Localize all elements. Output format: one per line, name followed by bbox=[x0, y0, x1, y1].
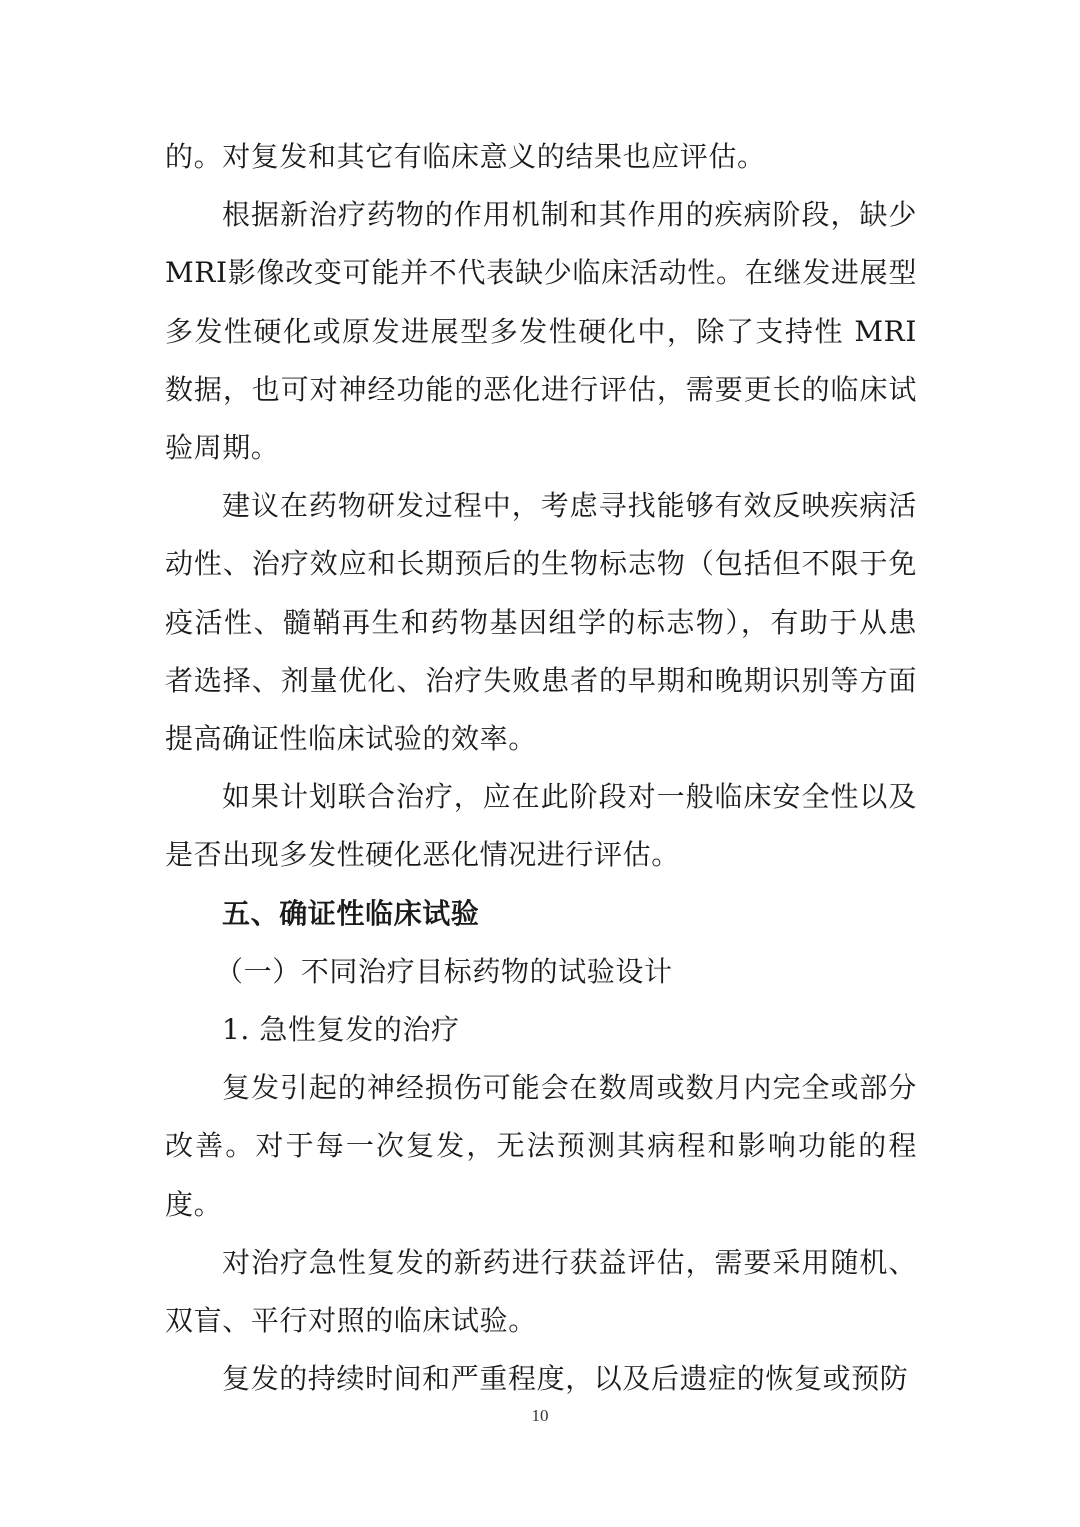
paragraph-biomarkers: 建议在药物研发过程中，考虑寻找能够有效反映疾病活动性、治疗效应和长期预后的生物标志物（包括但不限于免疫活性、髓鞘再生和药物基因组学的标志物），有助于从患者选择、剂量优化、治疗失败患者的早期和晚期识别等方面提高确证性临床试验的效率。 bbox=[165, 489, 917, 756]
section-heading: 五、确证性临床试验 bbox=[222, 896, 480, 930]
paragraph-trial-design: 对治疗急性复发的新药进行获益评估，需要采用随机、双盲、平行对照的临床试验。 bbox=[165, 1245, 917, 1338]
paragraph-continuation: 的。对复发和其它有临床意义的结果也应评估。 bbox=[165, 140, 766, 173]
page-number: 10 bbox=[531, 1406, 549, 1425]
paragraph-mri: 根据新治疗药物的作用机制和其作用的疾病阶段，缺少MRI影像改变可能并不代表缺少临床活动性。在继发进展型多发性硬化或原发进展型多发性硬化中，除了支持性 MRI 数据，也可对神经功能的恶化进行评估，需要更长的临床试验周期。 bbox=[165, 198, 917, 465]
paragraph-relapse-duration: 复发的持续时间和严重程度，以及后遗症的恢复或预防 bbox=[222, 1362, 909, 1396]
item-heading: 1. 急性复发的治疗 bbox=[222, 1013, 460, 1047]
paragraph-combination: 如果计划联合治疗，应在此阶段对一般临床安全性以及是否出现多发性硬化恶化情况进行评估。 bbox=[165, 780, 917, 872]
paragraph-relapse-damage: 复发引起的神经损伤可能会在数周或数月内完全或部分改善。对于每一次复发，无法预测其病程和影响功能的程度。 bbox=[165, 1071, 917, 1221]
body-text bbox=[165, 128, 917, 1408]
subsection-heading: （一）不同治疗目标药物的试验设计 bbox=[215, 954, 673, 988]
